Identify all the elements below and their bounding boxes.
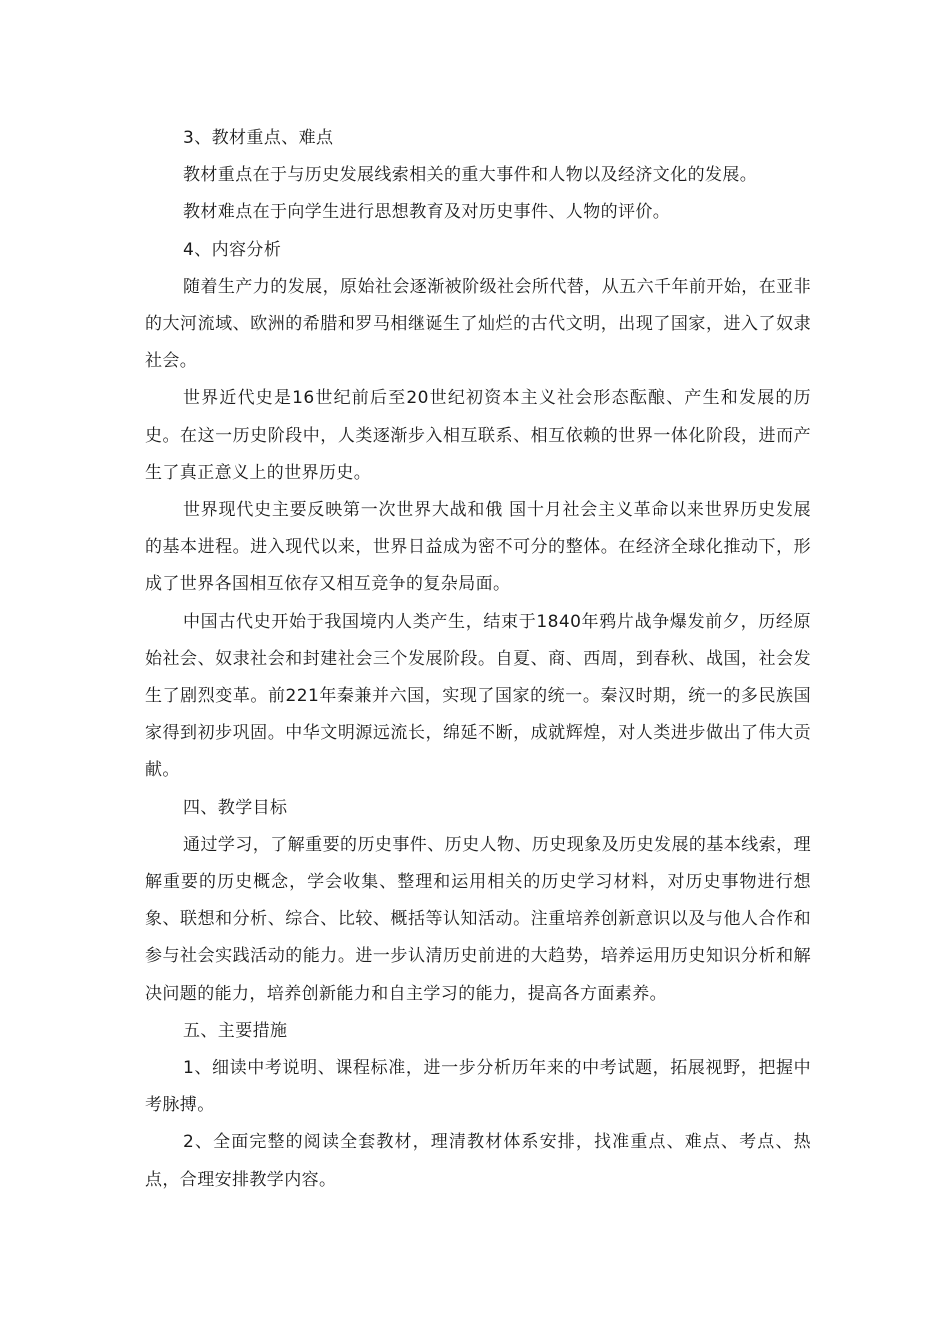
paragraph-teaching-goals: 通过学习，了解重要的历史事件、历史人物、历史现象及历史发展的基本线索，理解重要的历史概念，学会收集、整理和运用相关的历史学习材料，对历史事物进行想象、联想和分析、综合、比较、概括等认知活动。注重培养创新意识以及与他人合作和参与社会实践活动的能力。进一步认清历史前进的大趋势，培养运用历史知识分析和解决问题的能力，培养创新能力和自主学习的能力，提高各方面素养。 <box>145 834 811 1004</box>
heading-main-measures: 五、主要措施 <box>183 1020 288 1041</box>
paragraph-difficult-points: 教材难点在于向学生进行思想教育及对历史事件、人物的评价。 <box>183 202 671 223</box>
paragraph-modern-world: 世界近代史是16世纪前后至20世纪初资本主义社会形态酝酿、产生和发展的历史。在这一历史阶段中，人类逐渐步入相互联系、相互依赖的世界一体化阶段，进而产生了真正意义上的世界历史。 <box>145 388 811 483</box>
paragraph-measure-1: 1、细读中考说明、课程标准，进一步分析历年来的中考试题，拓展视野，把握中考脉搏。 <box>145 1058 811 1116</box>
paragraph-contemporary-world: 世界现代史主要反映第一次世界大战和俄 国十月社会主义革命以来世界历史发展的基本进程。进入现代以来，世界日益成为密不可分的整体。在经济全球化推动下，形成了世界各国相互依存又相互竞争的复杂局面。 <box>145 500 811 595</box>
paragraph-measure-2: 2、全面完整的阅读全套教材，理清教材体系安排，找准重点、难点、考点、热点，合理安排教学内容。 <box>145 1132 811 1190</box>
paragraph-ancient-world: 随着生产力的发展，原始社会逐渐被阶级社会所代替，从五六千年前开始，在亚非的大河流域、欧洲的希腊和罗马相继诞生了灿烂的古代文明，出现了国家，进入了奴隶社会。 <box>145 276 811 372</box>
heading-content-analysis: 4、内容分析 <box>183 239 282 260</box>
document-body <box>145 120 811 1199</box>
heading-key-points: 3、教材重点、难点 <box>183 128 334 148</box>
paragraph-key-points: 教材重点在于与历史发展线索相关的重大事件和人物以及经济文化的发展。 <box>183 165 758 186</box>
paragraph-ancient-china: 中国古代史开始于我国境内人类产生，结束于1840年鸦片战争爆发前夕，历经原始社会、奴隶社会和封建社会三个发展阶段。自夏、商、西周，到春秋、战国，社会发生了剧烈变革。前221年秦兼并六国，实现了国家的统一。秦汉时期，统一的多民族国家得到初步巩固。中华文明源远流长，绵延不断，成就辉煌，对人类进步做出了伟大贡献。 <box>145 611 811 781</box>
heading-teaching-goals: 四、教学目标 <box>183 797 288 818</box>
